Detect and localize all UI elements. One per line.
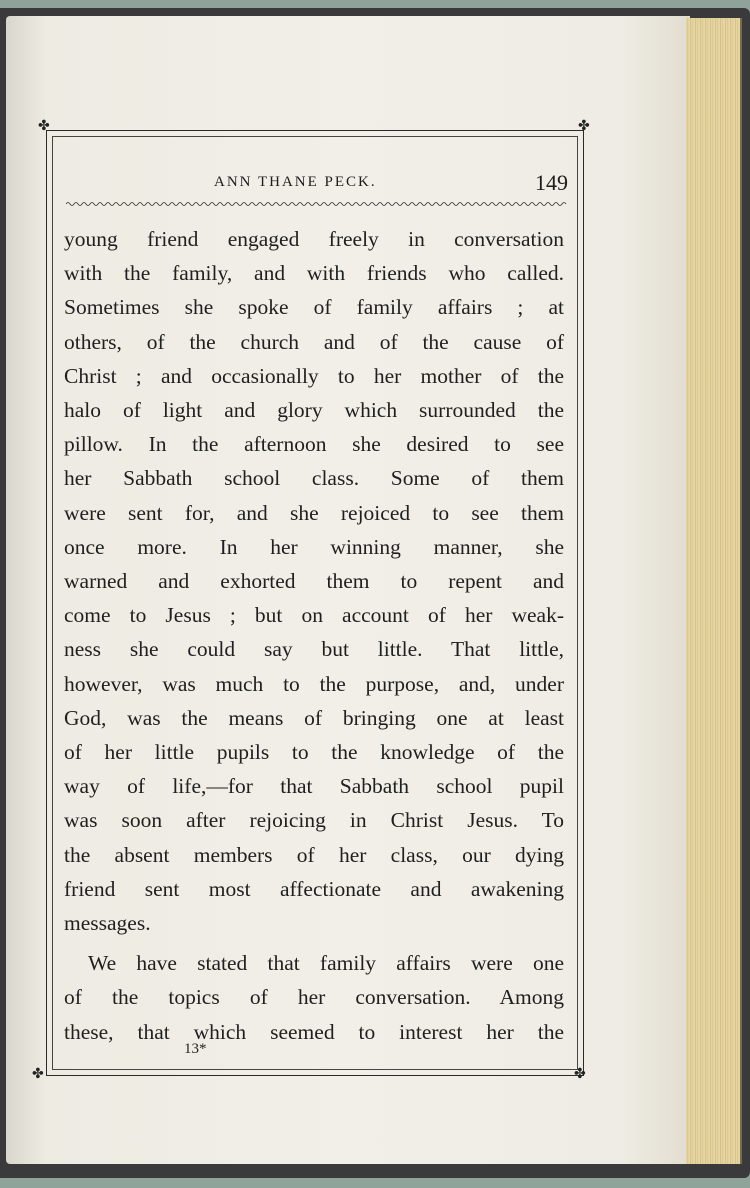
page-edges: [686, 18, 742, 1164]
text-line: Christ ; and occasionally to her mother of the: [64, 363, 564, 388]
text-line: once more. In her winning manner, she: [64, 534, 564, 559]
running-head: ANN THANE PECK.: [214, 174, 377, 190]
text-line: her Sabbath school class. Some of them: [64, 466, 564, 491]
corner-ornament-icon: ✤: [578, 119, 590, 134]
text-line: We have stated that family affairs were one: [88, 951, 564, 976]
text-line: of the topics of her conversation. Among: [64, 985, 564, 1010]
text-line: pillow. In the afternoon she desired to see: [64, 432, 564, 457]
text-line: with the family, and with friends who called.: [64, 261, 564, 286]
text-line: were sent for, and she rejoiced to see them: [64, 500, 564, 525]
body-text: [64, 222, 564, 1049]
corner-ornament-icon: ✤: [574, 1067, 586, 1082]
text-line: messages.: [64, 911, 151, 936]
paragraph: [64, 946, 564, 1049]
text-line: friend sent most affectionate and awakening: [64, 876, 564, 901]
corner-ornament-icon: ✤: [38, 119, 50, 134]
text-line: God, was the means of bringing one at least: [64, 705, 564, 730]
text-line: the absent members of her class, our dying: [64, 842, 564, 867]
text-line: was soon after rejoicing in Christ Jesus. To: [64, 808, 564, 833]
text-line: Sometimes she spoke of family affairs ; at: [64, 295, 564, 320]
text-line: warned and exhorted them to repent and: [64, 569, 564, 594]
text-line: halo of light and glory which surrounded the: [64, 398, 564, 423]
page-header: [66, 170, 568, 200]
text-line: come to Jesus ; but on account of her weak-: [64, 603, 564, 628]
text-line: young friend engaged freely in conversation: [64, 227, 564, 251]
signature-mark: 13*: [184, 1041, 207, 1057]
text-line: way of life,—for that Sabbath school pupil: [64, 774, 564, 799]
paragraph: [64, 222, 564, 940]
text-line: ness she could say but little. That little,: [64, 637, 564, 662]
text-line: of her little pupils to the knowledge of the: [64, 740, 564, 765]
header-rule: [66, 201, 568, 207]
text-line: these, that which seemed to interest her the: [64, 1019, 564, 1044]
corner-ornament-icon: ✤: [32, 1067, 44, 1082]
text-line: others, of the church and of the cause of: [64, 329, 564, 354]
text-line: however, was much to the purpose, and, under: [64, 671, 564, 696]
page-number: 149: [535, 170, 568, 195]
